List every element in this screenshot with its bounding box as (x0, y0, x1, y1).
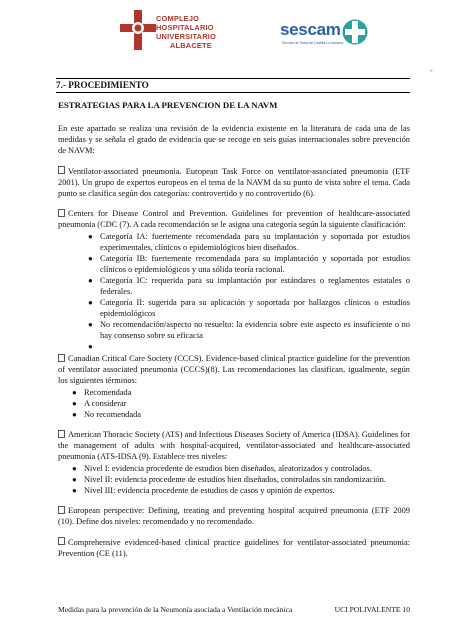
sescam-wordmark: sescam (280, 20, 341, 39)
list-item-text: Nivel I: evidencia procedente de estudios bien diseñados, aleatorizados y controlados. (84, 463, 372, 473)
bullet-icon: ● (88, 297, 93, 307)
bullet-icon: ● (72, 474, 77, 484)
footer-page-info: UCI POLIVALENTE 10 (334, 605, 410, 614)
bullet-icon: ● (88, 231, 93, 241)
list-item (88, 275, 410, 297)
ce-paragraph (58, 537, 410, 559)
list-item-text: A considerar (84, 398, 127, 408)
cdc-list (88, 231, 410, 352)
bullet-icon: ● (88, 319, 93, 329)
list-item (72, 398, 410, 409)
logo-line-4: ALBACETE (170, 41, 212, 50)
checkbox-icon (58, 354, 65, 362)
list-item-text: Categoría IC: requerida para su implantación por estándares o reglamentos estatales o federales. (100, 275, 410, 296)
list-item-text: Categoría II: sugerida para su aplicación y soportada por hallazgos clínicos o estudios epidemiológicos (100, 297, 410, 318)
list-item (72, 409, 410, 420)
logo-line-3: UNIVERSITARIO (156, 32, 216, 41)
cccs-paragraph (58, 353, 410, 386)
etf2009-paragraph (58, 505, 410, 527)
etf-paragraph (58, 166, 410, 199)
hospital-logo (116, 6, 226, 70)
list-item (72, 463, 410, 474)
hospital-emblem-icon (116, 6, 160, 70)
bullet-icon: ● (72, 485, 77, 495)
list-item (88, 253, 410, 275)
etf-text: Ventilator-associated pneumonia. European Task Force on ventilator-associated pneumonia (ETF 2001). Un grupo de expertos europeos en el tema de la NAVM da su punto de vista sobre el tema. Cada punto se clasifica según dos categorías: controvertido y no controvertido (6). (58, 166, 410, 198)
list-item-text: Categoría IA: fuertemente recomendada para su implantación y soportada por estudios experimentales, clínicos o epidemiológicos bien diseñados. (100, 231, 410, 252)
logo-line-1: COMPLEJO (156, 14, 200, 23)
footer-title: Medidas para la prevención de la Neumonía asociada a Ventilación mecánica (58, 605, 293, 614)
checkbox-icon (58, 209, 65, 217)
list-item (88, 297, 410, 319)
list-item (72, 387, 410, 398)
section-title: 7.- PROCEDIMIENTO (56, 80, 149, 90)
sescam-logo (280, 14, 370, 64)
bullet-icon: ● (88, 341, 93, 351)
ce-text: Comprehensive evidenced-based clinical practice guidelines for ventilator-associated pneumonia: Prevention (CE (11). (58, 537, 410, 558)
list-item-text: No recomendación/aspecto no resuelto: la evidencia sobre este aspecto es insuficiente o no hay consenso sobre su eficacia (100, 319, 410, 340)
sescam-subtitle: Servicio de Salud de Castilla-La Mancha (282, 41, 344, 45)
bullet-icon: ● (88, 253, 93, 263)
logo-line-2: HOSPITALARIO (156, 23, 214, 32)
list-item (88, 319, 410, 341)
etf2009-text: European perspective: Defining, treating and preventing hospital acquired pneumonia (ETF 2009 (10). Define dos niveles: recomendado y no recomendado. (58, 506, 410, 526)
list-item-text: Nivel II: evidencia procedente de estudios bien diseñados, controlados sin randomización. (84, 474, 386, 484)
list-item (72, 485, 410, 496)
list-item-text: Nivel III: evidencia procedente de estudios de casos y opinión de expertos. (84, 485, 335, 495)
ats-paragraph (58, 429, 410, 462)
ats-list (72, 463, 410, 496)
checkbox-icon (58, 506, 65, 514)
list-item (88, 341, 410, 352)
ats-text: American Thoracic Society (ATS) and Infectious Diseases Society of America (IDSA). Guidelines for the management of adults with hospital-acquired, ventilator-associated and healthcare-associated pneumonia (ATS-IDSA (9). Establece tres niveles: (58, 430, 410, 461)
list-item-text: Recomendada (84, 387, 132, 397)
cccs-text: Canadian Critical Care Society (CCCS). Evidence-based clinical practice guideline for the prevention of ventilator associated pneumonia (CCCS)(8). Las recomendaciones las clasifican, igualmente, según los siguientes términos: (58, 354, 410, 385)
bullet-icon: ● (88, 275, 93, 285)
bullet-icon: ● (72, 398, 77, 408)
cdc-paragraph (58, 208, 410, 230)
heading: ESTRATEGIAS PARA LA PREVENCION DE LA NAVM (58, 100, 278, 110)
list-item-text: Categoría IB: fuertemente recomendada para su implantación y soportada por estudios clínicos o epidemiológicos y una sólida teoría racional. (100, 253, 410, 274)
bullet-icon: ● (72, 409, 77, 419)
checkbox-icon (58, 537, 65, 545)
intro-paragraph: En este apartado se realiza una revisión de la evidencia existente en la literatura de cada una de las medidas y se señala el grado de evidencia que se recoge en seis guías internacionales sobre prevención de NAVM: (58, 124, 410, 155)
list-item (88, 231, 410, 253)
section-title-box (56, 78, 410, 93)
cdc-text: Centers for Disease Control and Prevention. Guidelines for prevention of healthcare-associated pneumonia (CDC (7). A cada recomendación se le asigna una categoría según la siguiente clasificación: (58, 209, 410, 229)
main-content (58, 100, 410, 568)
list-item (72, 474, 410, 485)
checkbox-icon (58, 430, 65, 438)
checkbox-icon (58, 166, 65, 174)
list-item-text: No recomendada (84, 409, 141, 419)
bullet-icon: ● (72, 387, 77, 397)
bullet-icon: ● (72, 463, 77, 473)
corner-mark: - (430, 66, 433, 75)
sescam-emblem-icon (342, 14, 368, 50)
cccs-list (72, 387, 410, 420)
